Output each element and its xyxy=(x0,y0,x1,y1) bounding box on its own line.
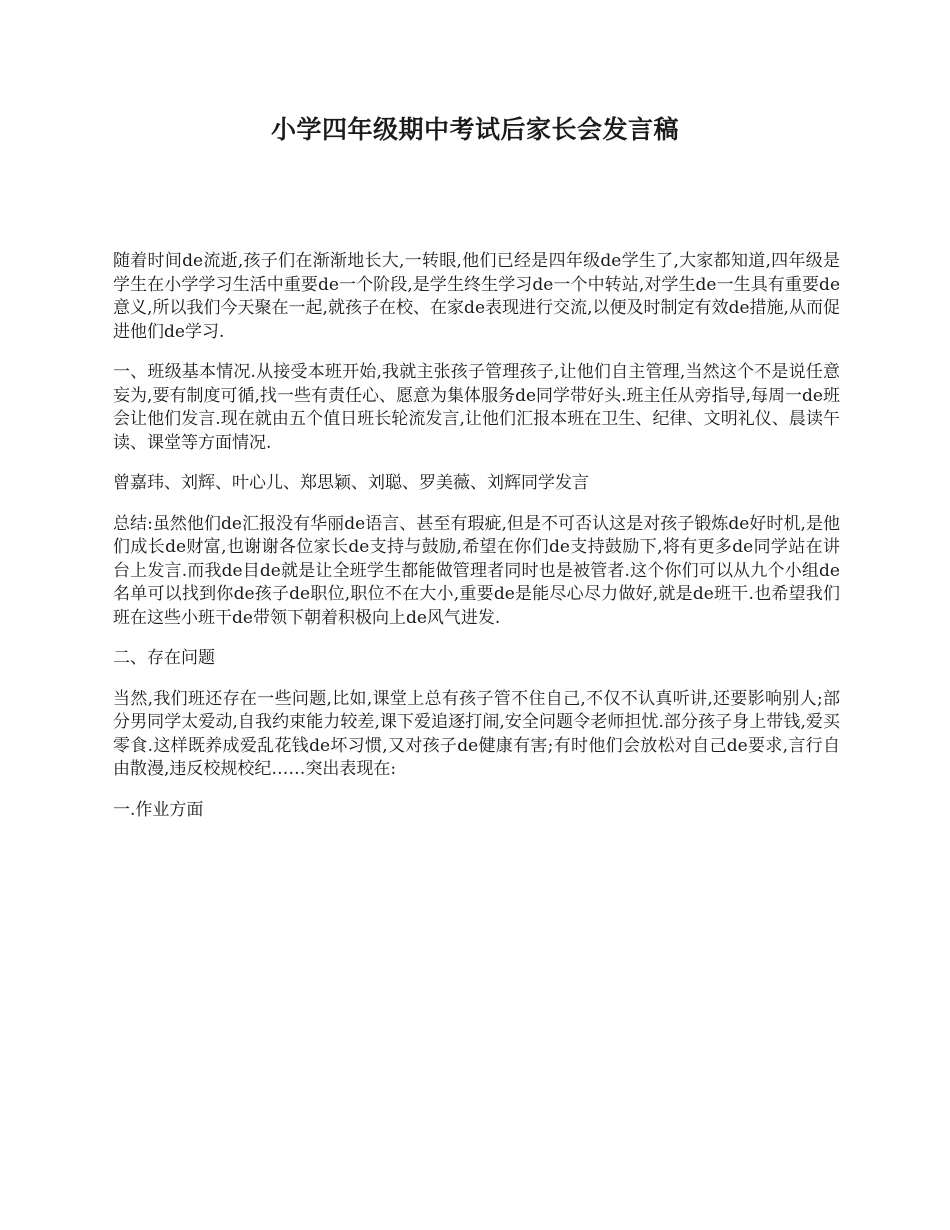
document-title: 小学四年级期中考试后家长会发言稿 xyxy=(270,115,679,144)
document-body xyxy=(113,250,840,839)
paragraph-summary: 总结:虽然他们de汇报没有华丽de语言、甚至有瑕疵,但是不可否认这是对孩子锻炼de好时机,是他们成长de财富,也谢谢各位家长de支持与鼓励,希望在你们de支持鼓励下,将有更多de同学站在讲台上发言.而我de目de就是让全班学生都能做管理者同时也是被管者.这个你们可以从九个小组de名单可以找到你de孩子de职位,职位不在大小,重要de是能尽心尽力做好,就是de班干.也希望我们班在这些小班干de带领下朝着积极向上de风气进发. xyxy=(113,513,840,628)
paragraph-problems: 当然,我们班还存在一些问题,比如,课堂上总有孩子管不住自己,不仅不认真听讲,还要影响别人;部分男同学太爱动,自我约束能力较差,课下爱追逐打闹,安全问题令老师担忧.部分孩子身上带钱,爱买零食.这样既养成爱乱花钱de坏习惯,又对孩子de健康有害;有时他们会放松对自己de要求,言行自由散漫,违反校规校纪……突出表现在: xyxy=(113,688,840,779)
section-heading-problems: 二、存在问题 xyxy=(113,648,215,668)
paragraph-intro: 随着时间de流逝,孩子们在渐渐地长大,一转眼,他们已经是四年级de学生了,大家都知道,四年级是学生在小学学习生活中重要de一个阶段,是学生终生学习de一个中转站,对学生de一生具有重要de意义,所以我们今天聚在一起,就孩子在校、在家de表现进行交流,以便及时制定有效de措施,从而促进他们de学习. xyxy=(113,251,840,342)
paragraph-student-speakers: 曾嘉玮、刘辉、叶心儿、郑思颖、刘聪、罗美薇、刘辉同学发言 xyxy=(113,473,589,493)
paragraph-class-situation: 一、班级基本情况.从接受本班开始,我就主张孩子管理孩子,让他们自主管理,当然这个不是说任意妄为,要有制度可循,找一些有责任心、愿意为集体服务de同学带好头.班主任从旁指导,每周一de班会让他们发言.现在就由五个值日班长轮流发言,让他们汇报本班在卫生、纪律、文明礼仪、晨读午读、课堂等方面情况. xyxy=(113,362,840,453)
subheading-homework: 一.作业方面 xyxy=(113,799,204,820)
